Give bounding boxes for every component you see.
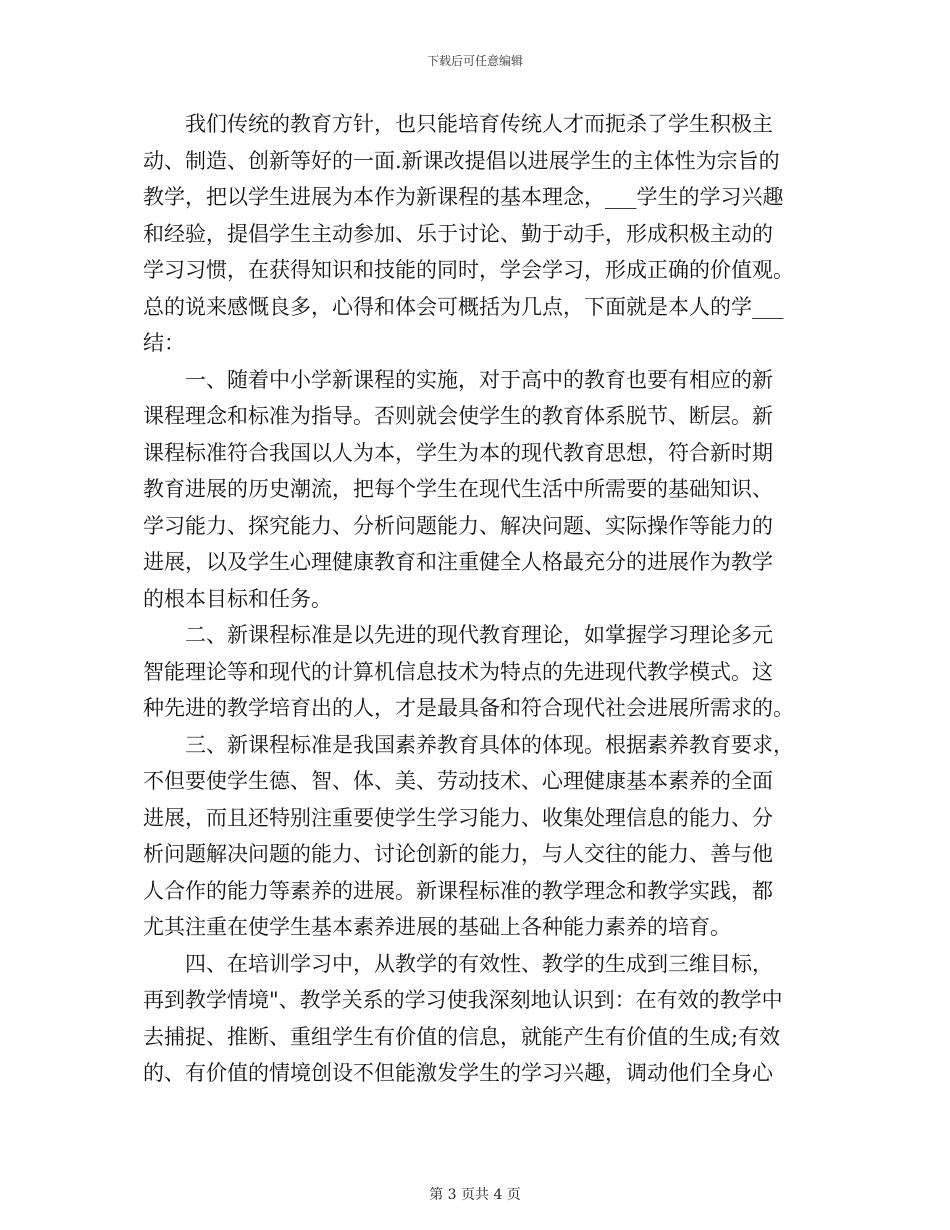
text-line: 结： bbox=[143, 331, 185, 355]
text-line: 四、在培训学习中，从教学的有效性、教学的生成到三维目标， bbox=[185, 951, 773, 976]
document-body bbox=[143, 106, 823, 1092]
text-line: 种先进的教学培育出的人，才是最具备和符合现代社会进展所需求的。 bbox=[143, 696, 794, 720]
text-line: 不但要使学生德、智、体、美、劳动技术、心理健康基本素养的全面 bbox=[143, 769, 773, 793]
text-line: 学习习惯，在获得知识和技能的同时，学会学习，形成正确的价值观。 bbox=[143, 258, 794, 282]
text-line: 三、新课程标准是我国素养教育具体的体现。根据素养教育要求， bbox=[185, 732, 794, 757]
text-line: 析问题解决问题的能力、讨论创新的能力，与人交往的能力、善与他 bbox=[143, 842, 773, 866]
text-line: 课程理念和标准为指导。否则就会使学生的教育体系脱节、断层。新 bbox=[143, 404, 773, 428]
page-header: 下载后可任意编辑 bbox=[426, 54, 523, 68]
text-line: 再到教学情境"、教学关系的学习使我深刻地认识到：在有效的教学中 bbox=[143, 988, 783, 1012]
text-line: 的根本目标和任务。 bbox=[143, 586, 332, 611]
text-line: 进展，以及学生心理健康教育和注重健全人格最充分的进展作为教学 bbox=[143, 550, 773, 574]
text-line: 教学，把以学生进展为本作为新课程的基本理念，___学生的学习兴趣 bbox=[143, 185, 784, 209]
text-line: 进展，而且还特别注重要使学生学习能力、收集处理信息的能力、分 bbox=[143, 805, 773, 830]
text-line: 我们传统的教育方针，也只能培育传统人才而扼杀了学生积极主 bbox=[185, 112, 773, 136]
text-line: 学习能力、探究能力、分析问题能力、解决问题、实际操作等能力的 bbox=[143, 513, 773, 538]
text-line: 课程标准符合我国以人为本，学生为本的现代教育思想，符合新时期 bbox=[143, 440, 773, 465]
text-line: 二、新课程标准是以先进的现代教育理论，如掌握学习理论多元 bbox=[185, 623, 773, 647]
page-footer: 第 3 页共 4 页 bbox=[429, 1187, 521, 1203]
text-line: 去捕捉、推断、重组学生有价值的信息，就能产生有价值的生成;有效 bbox=[143, 1024, 781, 1049]
text-line: 智能理论等和现代的计算机信息技术为特点的先进现代教学模式。这 bbox=[143, 659, 773, 684]
text-line: 人合作的能力等素养的进展。新课程标准的教学理念和教学实践，都 bbox=[143, 878, 773, 903]
text-line: 总的说来感慨良多，心得和体会可概括为几点，下面就是本人的学___ bbox=[143, 294, 784, 319]
text-line: 教育进展的历史潮流，把每个学生在现代生活中所需要的基础知识、 bbox=[143, 477, 773, 501]
text-line: 的、有价值的情境创设不但能激发学生的学习兴趣，调动他们全身心 bbox=[143, 1061, 773, 1085]
text-line: 尤其注重在使学生基本素养进展的基础上各种能力素养的培育。 bbox=[143, 915, 731, 939]
text-line: 一、随着中小学新课程的实施，对于高中的教育也要有相应的新 bbox=[185, 367, 773, 392]
text-line: 动、制造、创新等好的一面.新课改提倡以进展学生的主体性为宗旨的 bbox=[143, 148, 780, 173]
text-line: 和经验，提倡学生主动参加、乐于讨论、勤于动手，形成积极主动的 bbox=[143, 221, 773, 246]
